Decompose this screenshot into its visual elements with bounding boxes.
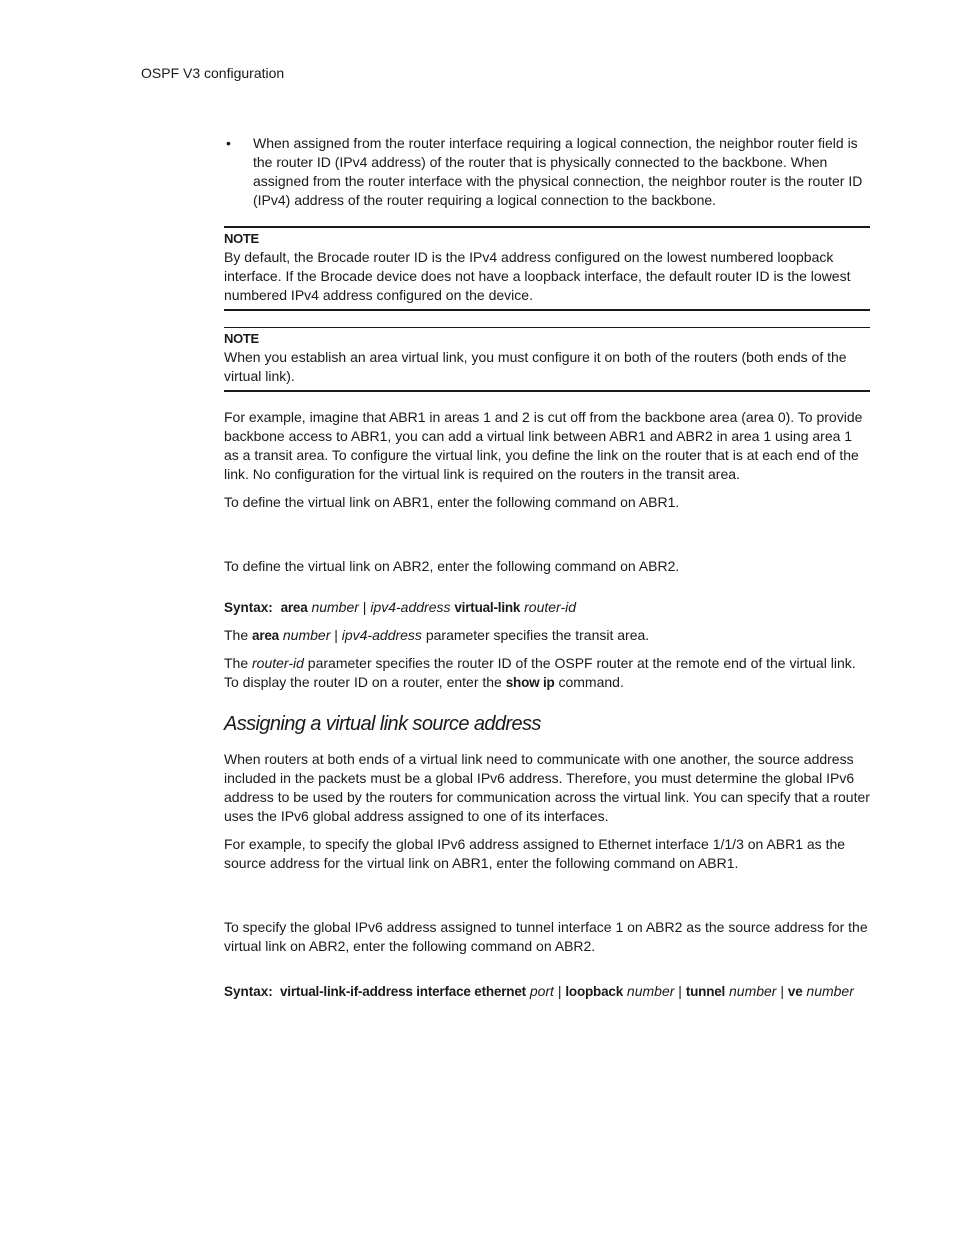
note-text: When you establish an area virtual link, you must configure it on both of the routers (both ends of the virtual link). xyxy=(224,349,847,384)
paragraph-source-address: When routers at both ends of a virtual link need to communicate with one another, the source address included in the packets must be a global IPv6 address. Therefore, you must determine the global IPv6 address to be used by the routers for communication across the virtual link. You can specify that a router uses the IPv6 global address assigned to one of its interfaces. xyxy=(224,751,870,824)
command-gap xyxy=(224,882,870,918)
bullet-item xyxy=(224,134,870,210)
paragraph-area-parameter: The area number | ipv4-address parameter specifies the transit area. xyxy=(224,627,650,643)
paragraph-tunnel-example: To specify the global IPv6 address assigned to tunnel interface 1 on ABR2 as the source address for the virtual link on ABR2, enter the following command on ABR2. xyxy=(224,919,868,954)
note-text: By default, the Brocade router ID is the IPv4 address configured on the lowest numbered loopback interface. If the Brocade device does not have a loopback interface, the default router ID is the lowest numbered IPv4 address configured on the device. xyxy=(224,249,851,303)
paragraph-router-id-parameter: The router-id parameter specifies the router ID of the OSPF router at the remote end of the virtual link. To display the router ID on a router, enter the show ip command. xyxy=(224,655,856,690)
note-box-router-id xyxy=(224,226,870,311)
paragraph-abr2-instruction: To define the virtual link on ABR2, enter the following command on ABR2. xyxy=(224,558,680,574)
note-label: NOTE xyxy=(224,231,259,246)
bullet-text: When assigned from the router interface requiring a logical connection, the neighbor router field is the router ID (IPv4 address) of the router that is physically connected to the backbone. When assigned from the router interface with the physical connection, the neighbor router is the router ID (IPv4) address of the router requiring a logical connection to the backbone. xyxy=(253,135,863,208)
page-content xyxy=(224,134,870,1001)
paragraph-example: For example, imagine that ABR1 in areas 1 and 2 is cut off from the backbone area (area 0). To provide backbone access to ABR1, you can add a virtual link between ABR1 and ABR2 in area 1 using area 1 as a transit area. To configure the virtual link, you define the link on the router that is at each end of the link. No configuration for the virtual link is required on the routers in the transit area. xyxy=(224,409,863,482)
section-heading: Assigning a virtual link source address xyxy=(224,713,541,735)
bullet-dot: • xyxy=(226,135,231,151)
syntax-virtual-link-if-address: Syntax: virtual-link-if-address interface ethernet port | loopback number | tunnel number | ve number xyxy=(224,983,854,999)
running-header: OSPF V3 configuration xyxy=(141,65,285,81)
note-label: NOTE xyxy=(224,331,259,346)
note-box-virtual-link xyxy=(224,327,870,392)
syntax-area-virtual-link: Syntax: area number | ipv4-address virtual-link router-id xyxy=(224,599,577,615)
paragraph-abr1-instruction: To define the virtual link on ABR1, enter the following command on ABR1. xyxy=(224,494,680,510)
command-gap xyxy=(224,521,870,557)
paragraph-ethernet-example: For example, to specify the global IPv6 address assigned to Ethernet interface 1/1/3 on ABR1 as the source address for the virtual link on ABR1, enter the following command on ABR1. xyxy=(224,836,846,871)
